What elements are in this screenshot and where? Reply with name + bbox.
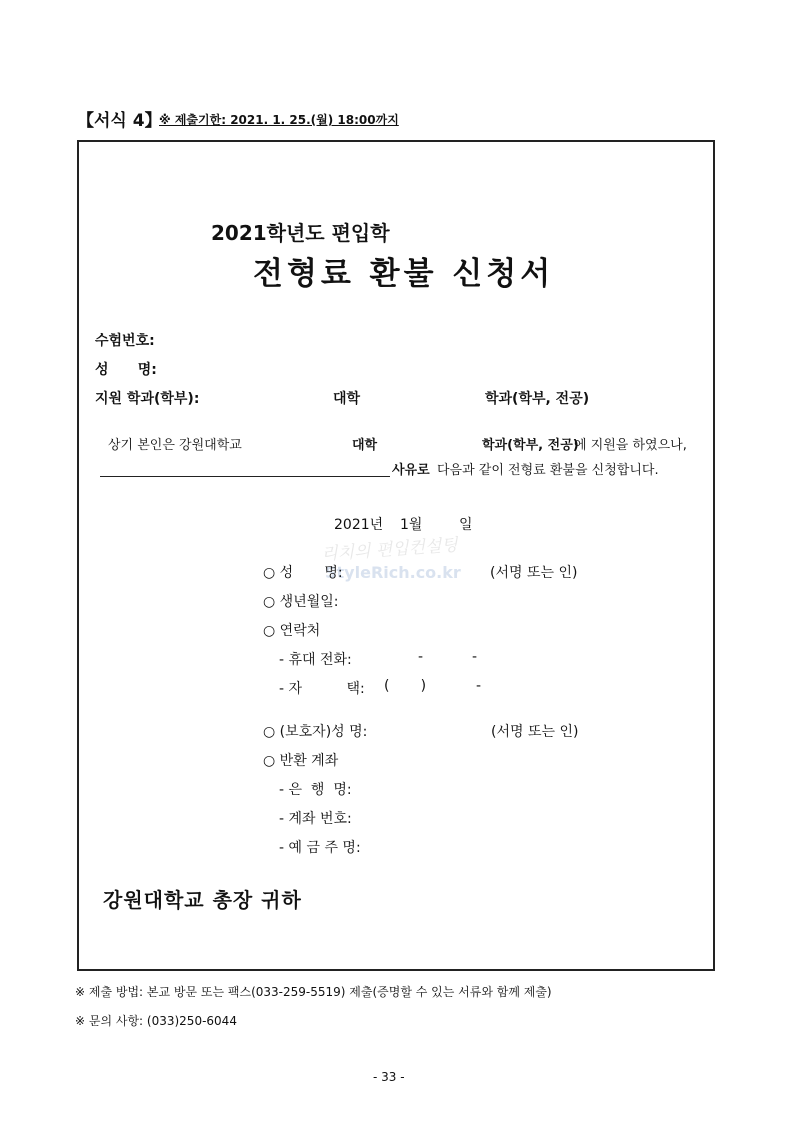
form-title-main: 전형료 환불 신청서 [253,256,555,292]
applicant-name-label: ○ 성 명: [263,565,343,581]
page-number: - 33 - [373,1070,405,1084]
date-year: 2021년 [334,517,384,533]
mobile-phone-label: - 휴대 전화: [279,652,352,668]
date-month: 1월 [400,517,423,533]
statement-text-1: 상기 본인은 강원대학교 [108,438,242,453]
bank-name-label: - 은 행 명: [279,782,352,798]
account-holder-label: - 예 금 주 명: [279,840,361,856]
applicant-signature-label: (서명 또는 인) [490,565,578,581]
form-title-year: 2021학년도 편입학 [211,221,390,245]
account-number-label: - 계좌 번호: [279,811,352,827]
submission-method-note: ※ 제출 방법: 본교 방문 또는 팩스(033-259-5519) 제출(증명할 수 있는 서류와 함께 제출) [75,985,552,999]
mobile-separator-1: - [418,649,424,665]
inquiry-note: ※ 문의 사항: (033)250-6044 [75,1014,237,1028]
watermark-url: StyleRich.co.kr [325,563,461,582]
submission-deadline: ※ 제출기한: 2021. 1. 25.(월) 18:00까지 [159,113,399,127]
statement-department: 학과(학부, 전공) [482,438,579,453]
statement-text-3: 다음과 같이 전형료 환불을 신청합니다. [437,463,659,478]
department-unit-label: 학과(학부, 전공) [485,391,590,407]
college-unit-label: 대학 [333,391,361,407]
department-label: 지원 학과(학부): [95,391,200,407]
statement-text-2: 에 지원을 하였으나, [574,438,687,453]
reason-label: 사유로 [392,463,430,478]
reason-blank-line [100,476,390,477]
home-area-code: ( ) [384,678,427,694]
addressee: 강원대학교 총장 귀하 [103,888,302,912]
guardian-name-label: ○ (보호자)성 명: [263,724,368,740]
watermark-text: 리치의 편입컨설팅 [320,535,459,565]
home-separator: - [476,678,482,694]
form-number-label: 【서식 4】 [77,111,162,131]
mobile-separator-2: - [472,649,478,665]
guardian-signature-label: (서명 또는 인) [491,724,579,740]
birthdate-label: ○ 생년월일: [263,594,339,610]
exam-number-label: 수험번호: [95,333,155,349]
home-phone-label: - 자 택: [279,681,365,697]
contact-label: ○ 연락처 [263,623,321,639]
date-day: 일 [459,517,473,533]
refund-account-title: ○ 반환 계좌 [263,753,339,769]
statement-college: 대학 [352,438,378,453]
name-label: 성 명: [95,362,157,378]
